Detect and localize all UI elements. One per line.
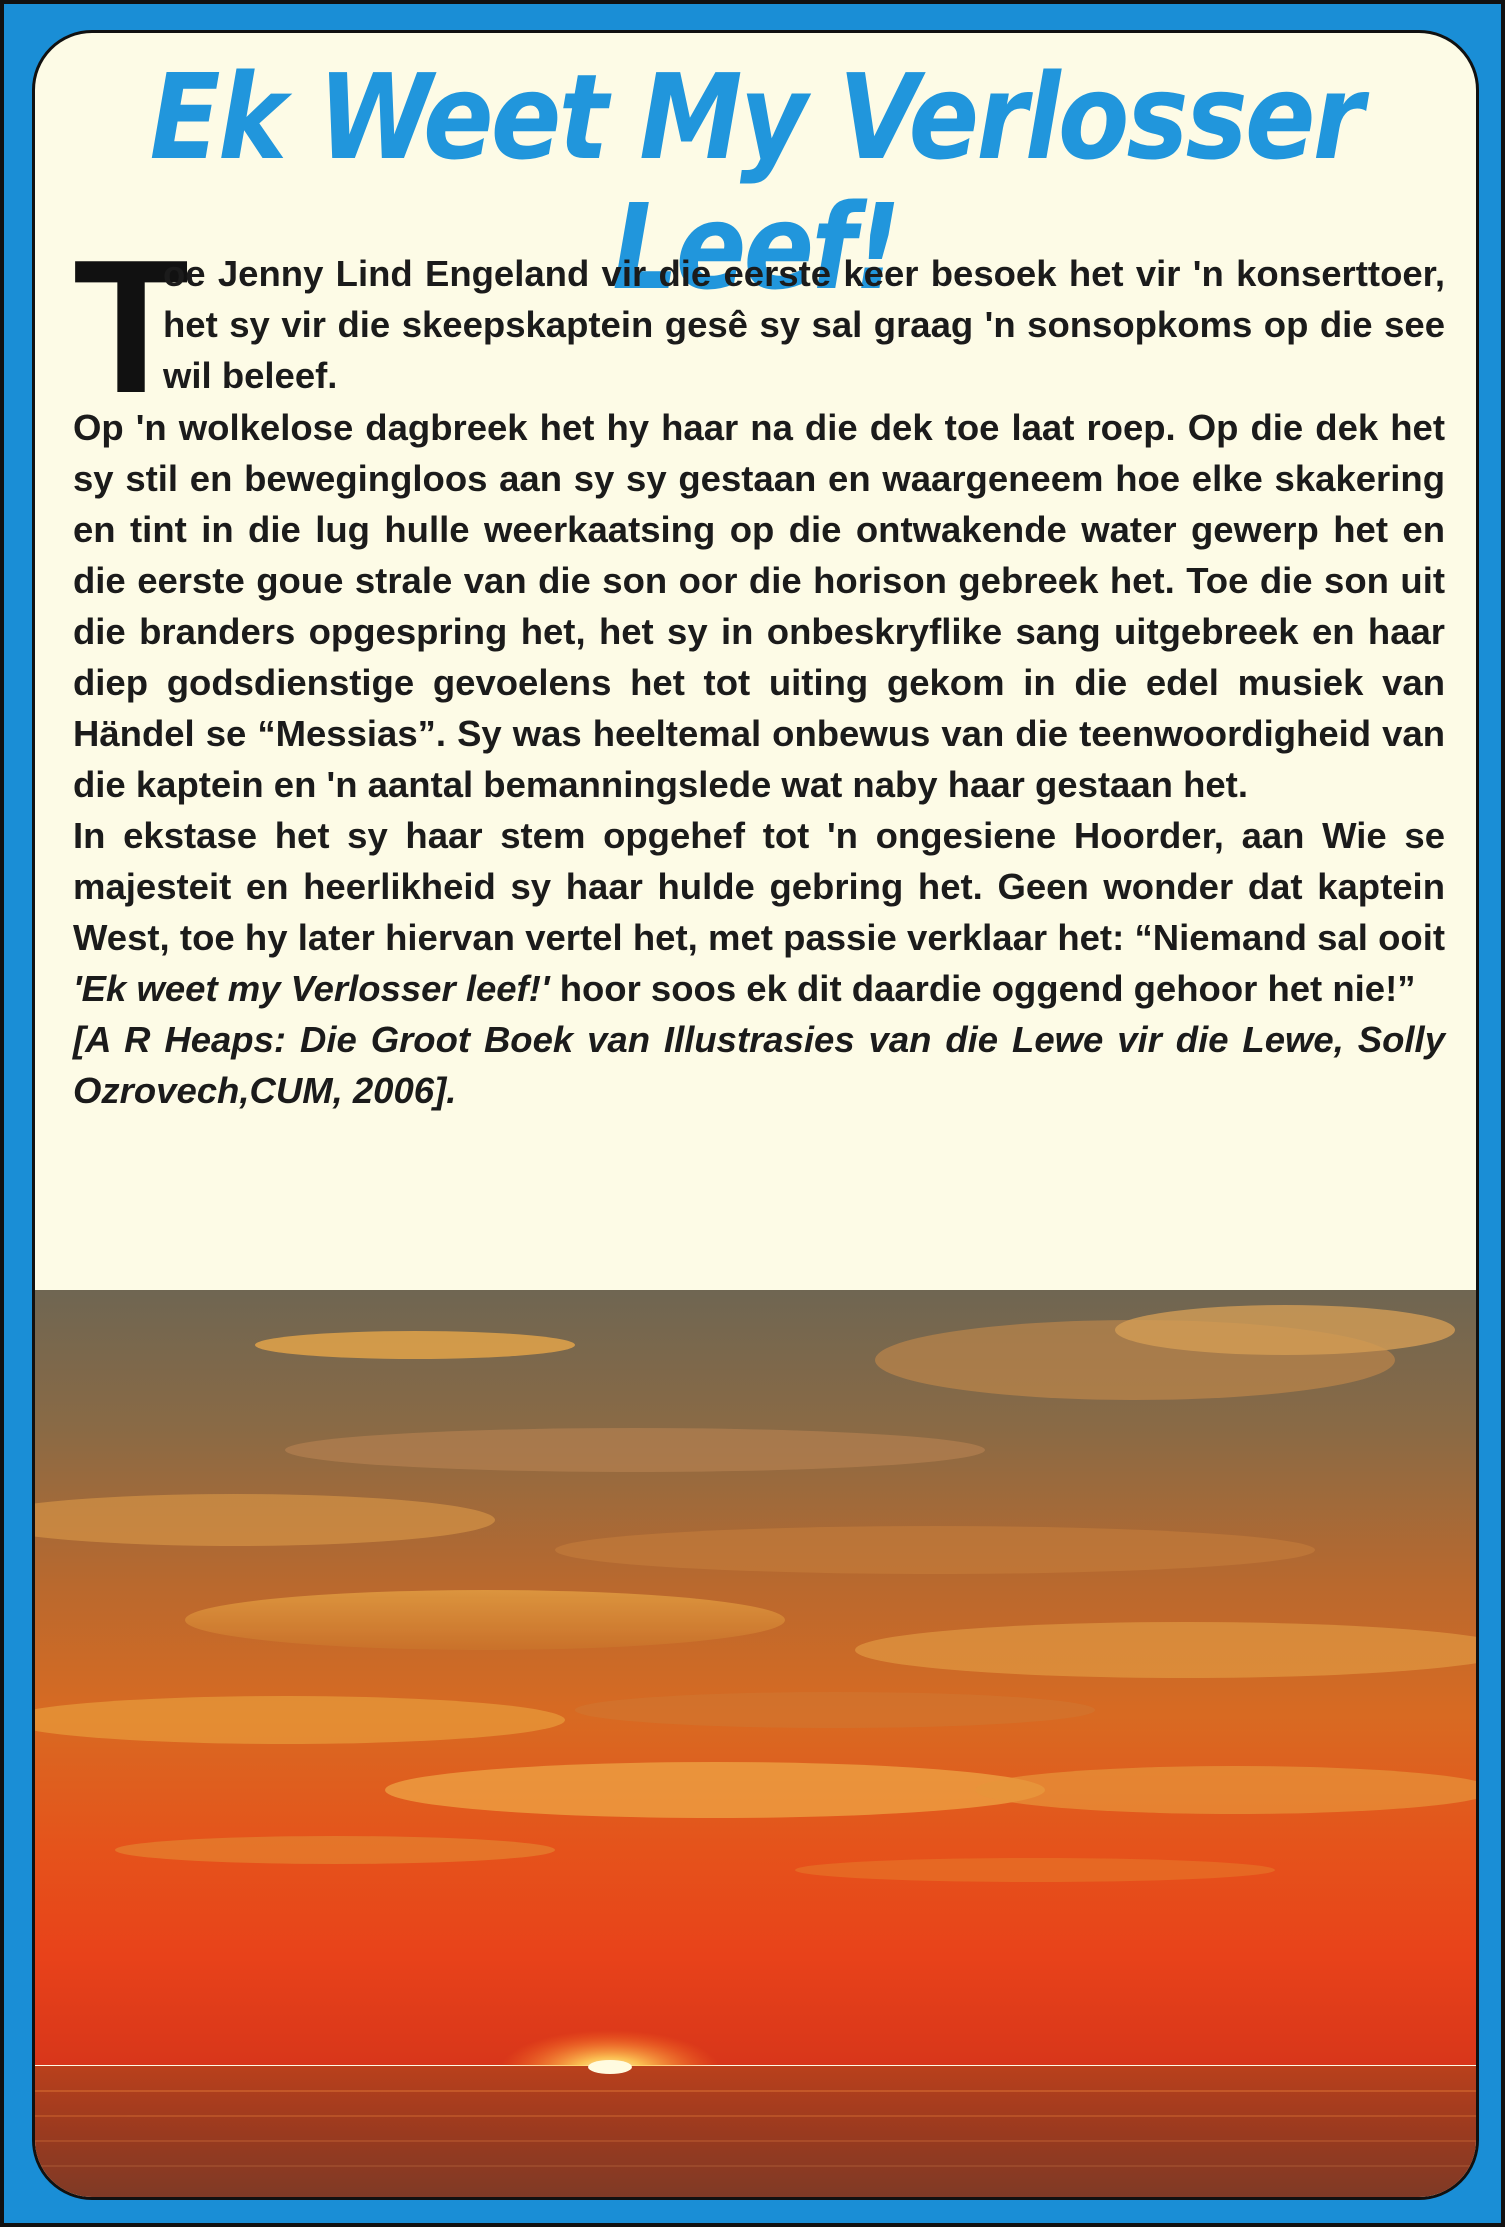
sun [588, 2060, 632, 2074]
article-body [73, 221, 1445, 1116]
paragraph-2: Op 'n wolkelose dagbreek het hy haar na die dek toe laat roep. Op die dek het sy stil en bewegingloos aan sy sy gestaan en waargeneem hoe elke skakering en tint in die lug hulle weerkaatsing op die ontwakende water gewerp het en die eerste goue strale van die son oor die horison gebreek het. Toe die son uit die branders opgespring het, het sy in onbeskryflike sang uitgebreek en haar diep godsdienstige gevoelens het tot uiting gekom in die edel musiek van Händel se “Messias”. Sy was heeltemal onbewus van die teenwoordigheid van die kaptein en 'n aantal bemanningslede wat naby haar gestaan het. [73, 407, 1445, 805]
paragraph-1-text: oe Jenny Lind Engeland vir die eerste keer besoek het vir 'n konserttoer, het sy vir die skeepskaptein gesê sy sal graag 'n sonsopkoms op die see wil beleef. [163, 253, 1445, 396]
paragraph-3 [73, 810, 1445, 1014]
content-card [32, 30, 1479, 2200]
paragraph-1 [73, 221, 1445, 433]
citation: [A R Heaps: Die Groot Boek van Illustrasies van die Lewe vir die Lewe, Solly Ozrovech,CUM, 2006]. [73, 1019, 1445, 1111]
drop-cap: T [73, 221, 190, 433]
sea [35, 2066, 1476, 2200]
page-title: Ek Weet My Verlosser Leef! [149, 48, 1362, 316]
sky [35, 1290, 1476, 2065]
sunrise-photo [35, 1290, 1476, 2200]
paragraph-3-text: In ekstase het sy haar stem opgehef tot 'n ongesiene Hoorder, aan Wie se majesteit en heerlikheid sy haar hulde gebring het. Geen wonder dat kaptein West, toe hy later hiervan vertel het, met passie verklaar het: “Niemand sal ooit [73, 815, 1445, 958]
paragraph-3-end: hoor soos ek dit daardie oggend gehoor het nie!” [549, 968, 1416, 1009]
paragraph-3-quote: 'Ek weet my Verlosser leef!' [73, 968, 550, 1009]
